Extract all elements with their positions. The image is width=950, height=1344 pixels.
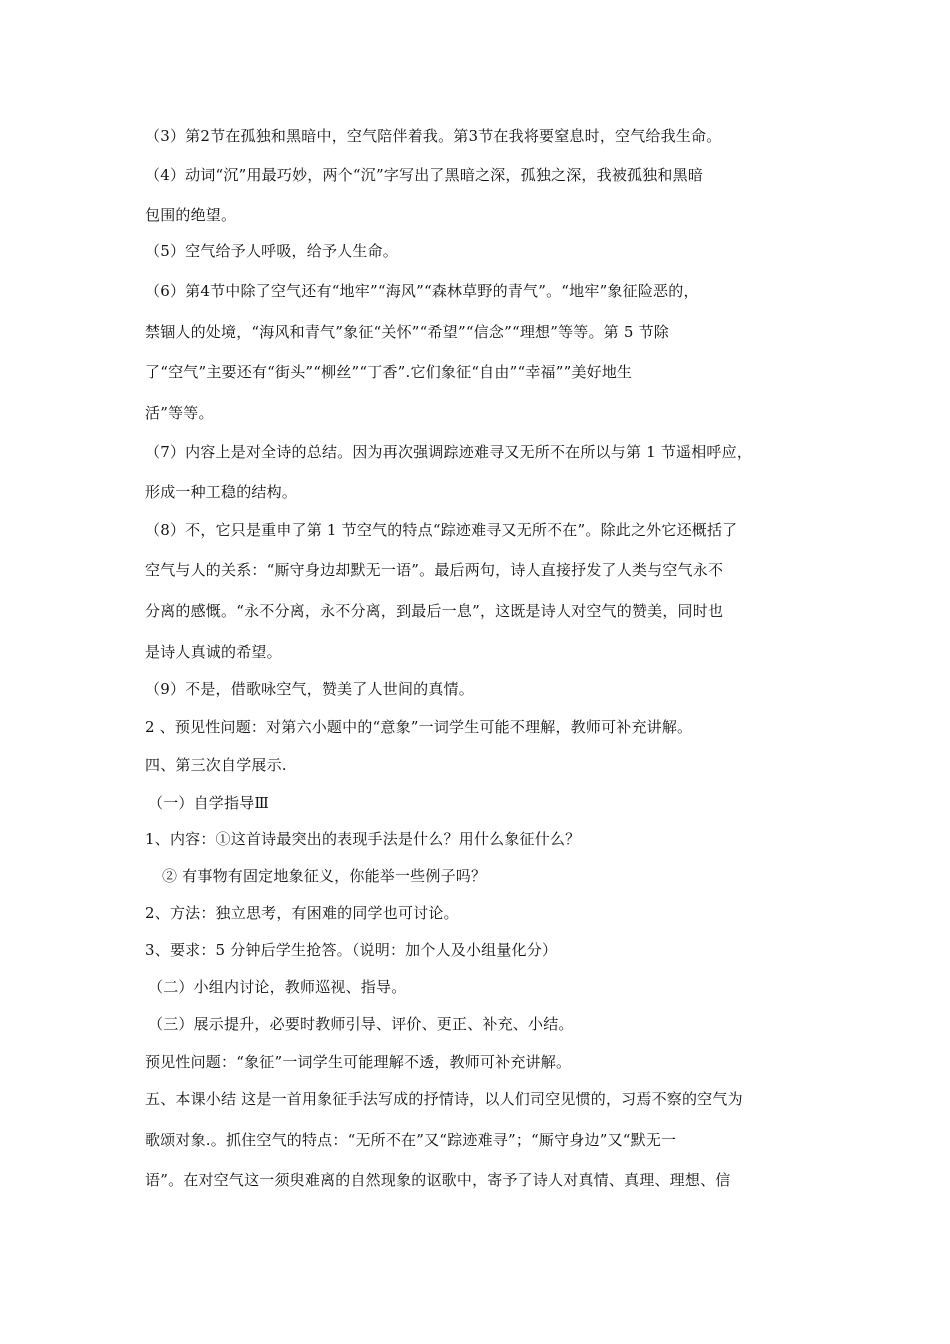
section-heading: 五、本课小结 这是一首用象征手法写成的抒情诗，以人们司空见惯的，习焉不察的空气为	[145, 1090, 743, 1108]
text-line: 活”等等。	[145, 404, 214, 422]
text-line: 形成一种工稳的结构。	[145, 483, 298, 501]
text-line: 1、内容：①这首诗最突出的表现手法是什么？用什么象征什么？	[145, 830, 581, 848]
text-line: （6）第4节中除了空气还有“地牢”“海风”“森林草野的青气”。“地牢”象征险恶的，	[145, 282, 699, 300]
text-line: 禁锢人的处境，“海风和青气”象征“关怀”“希望”“信念”“理想”等等。第 5 节除	[145, 323, 669, 341]
text-line: （5）空气给予人呼吸，给予人生命。	[145, 242, 398, 260]
text-line: （3）第2节在孤独和黑暗中，空气陪伴着我。第3节在我将要窒息时，空气给我生命。	[145, 127, 722, 145]
text-line: ② 有事物有固定地象征义，你能举一些例子吗？	[162, 867, 487, 885]
text-line: 是诗人真诚的希望。	[145, 643, 282, 661]
text-line: （8）不，它只是重申了第 1 节空气的特点“踪迹难寻又无所不在”。除此之外它还概括了	[145, 521, 738, 539]
subsection-heading: （三）展示提升，必要时教师引导、评价、更正、补充、小结。	[148, 1015, 574, 1033]
text-line: 3、要求：5 分钟后学生抢答。（说明：加个人及小组量化分）	[145, 941, 558, 959]
text-line: 了“空气”主要还有“街头”“柳丝”“丁香”.它们象征“自由”“幸福””美好地生	[145, 363, 633, 381]
text-line: 2 、预见性问题：对第六小题中的“意象”一词学生可能不理解，教师可补充讲解。	[145, 718, 693, 736]
text-line: （9）不是，借歌咏空气，赞美了人世间的真情。	[145, 680, 474, 698]
text-line: （7）内容上是对全诗的总结。因为再次强调踪迹难寻又无所不在所以与第 1 节遥相呼应，	[145, 443, 753, 461]
text-line: 空气与人的关系：“厮守身边却默无一语”。最后两句，诗人直接抒发了人类与空气永不	[145, 561, 724, 579]
text-line: 预见性问题：“象征”一词学生可能理解不透，教师可补充讲解。	[145, 1053, 572, 1071]
text-line: 分离的感慨。“永不分离，永不分离，到最后一息”，这既是诗人对空气的赞美，同时也	[145, 602, 724, 620]
text-line: 歌颂对象.。抓住空气的特点：“无所不在”又“踪迹难寻”；“厮守身边”又“默无一	[145, 1131, 677, 1149]
subsection-heading: （二）小组内讨论，教师巡视、指导。	[148, 978, 407, 996]
text-line: 语”。在对空气这一须臾难离的自然现象的讴歌中，寄予了诗人对真情、真理、理想、信	[145, 1171, 731, 1189]
subsection-heading: （一）自学指导Ⅲ	[148, 794, 270, 812]
text-line: 2、方法：独立思考，有困难的同学也可讨论。	[145, 904, 459, 922]
text-line: （4）动词“沉”用最巧妙，两个“沉”字写出了黑暗之深，孤独之深，我被孤独和黑暗	[145, 166, 704, 184]
section-heading: 四、第三次自学展示.	[145, 756, 287, 774]
text-line: 包围的绝望。	[145, 206, 237, 224]
